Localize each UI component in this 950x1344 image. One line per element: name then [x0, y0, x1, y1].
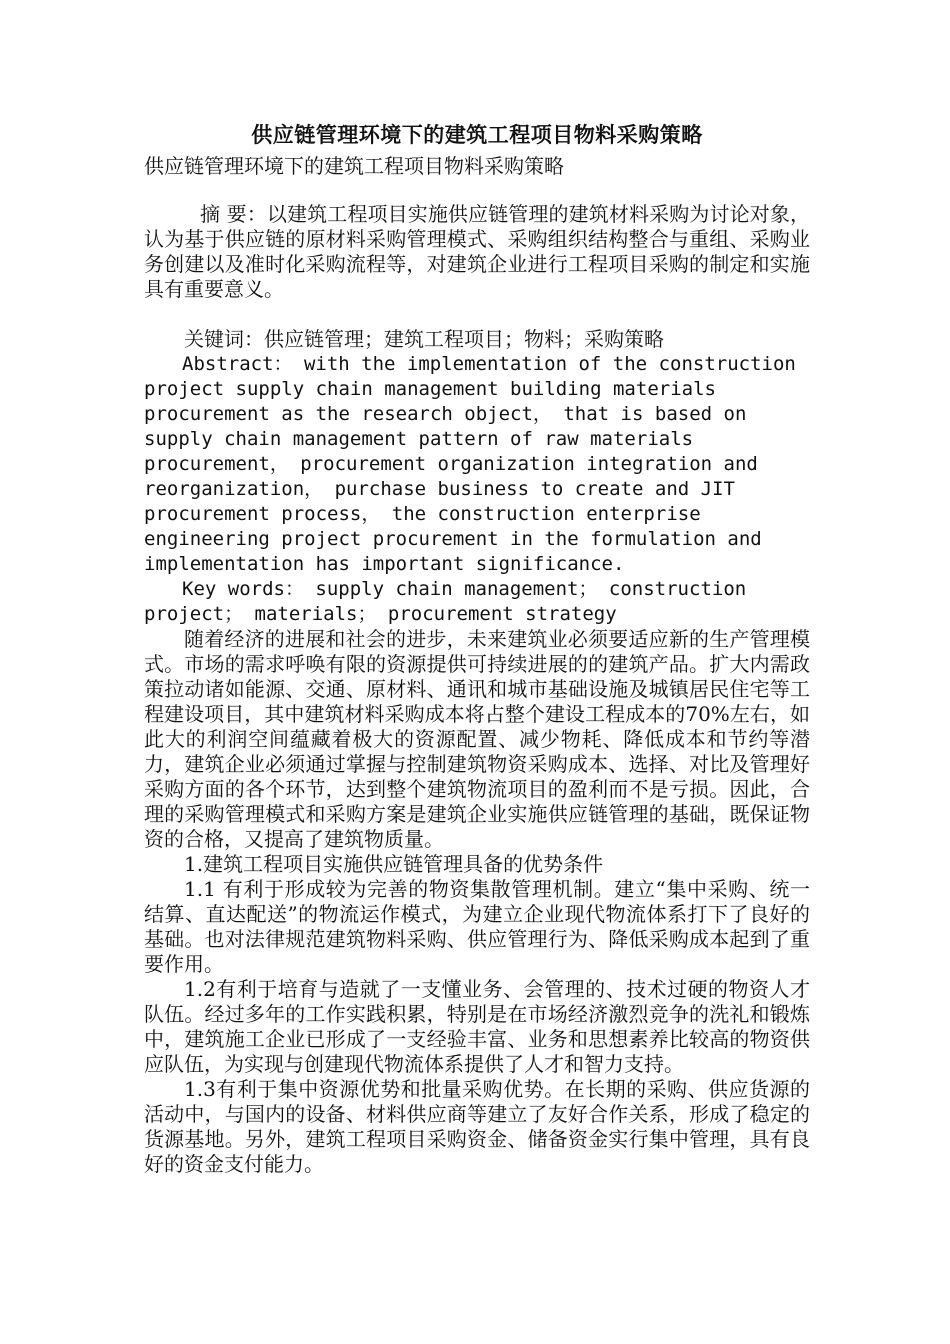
- section-1-1-paragraph: 1.1 有利于形成较为完善的物资集散管理机制。建立“集中采购、统一结算、直达配送”的物流运作模式，为建立企业现代物流体系打下了良好的基础。也对法律规范建筑物料采购、供应管理行为、降低采购成本起到了重要作用。: [144, 877, 810, 976]
- keywords-en-label: Key words：: [182, 578, 304, 600]
- document-title: 供应链管理环境下的建筑工程项目物料采购策略: [251, 122, 703, 147]
- section-1-heading: 1.建筑工程项目实施供应链管理具备的优势条件: [184, 852, 604, 876]
- intro-paragraph: 随着经济的进展和社会的进步，未来建筑业必须要适应新的生产管理模式。市场的需求呼唤有限的资源提供可持续进展的的建筑产品。扩大内需政策拉动诸如能源、交通、原材料、通讯和城市基础设施及城镇居民住宅等工程建设项目，其中建筑材料采购成本将占整个建设工程成本的70%左右，如此大的利润空间蕴藏着极大的资源配置、减少物耗、降低成本和节约等潜力，建筑企业必须通过掌握与控制建筑物资采购成本、选择、对比及管理好采购方面的各个环节，达到整个建筑物流项目的盈利而不是亏损。因此，合理的采购管理模式和采购方案是建筑企业实施供应链管理的基础，既保证物资的合格，又提高了建筑物质量。: [144, 627, 810, 851]
- section-1-3-paragraph: 1.3有利于集中资源优势和批量采购优势。在长期的采购、供应货源的活动中，与国内的设备、材料供应商等建立了友好合作关系，形成了稳定的货源基地。另外，建筑工程项目采购资金、储备资金实行集中管理，具有良好的资金支付能力。: [144, 1077, 810, 1176]
- keywords-cn-label: 关键词：: [184, 327, 264, 351]
- abstract-cn-text: 以建筑工程项目实施供应链管理的建筑材料采购为讨论对象，认为基于供应链的原材料采购管理模式、采购组织结构整合与重组、采购业务创建以及准时化采购流程等，对建筑企业进行工程项目采购的制定和实施具有重要意义。: [144, 202, 810, 301]
- document-page: [144, 118, 810, 1177]
- keywords-cn: [144, 327, 810, 352]
- keywords-cn-text: 供应链管理；建筑工程项目；物料；采购策略: [264, 327, 664, 351]
- keywords-en-text: supply chain management； construction project； materials； procurement strategy: [144, 578, 747, 625]
- abstract-en: [144, 352, 810, 577]
- abstract-en-label: Abstract：: [182, 353, 293, 375]
- document-subtitle: 供应链管理环境下的建筑工程项目物料采购策略: [144, 154, 564, 178]
- abstract-en-text: with the implementation of the construction project supply chain management building materials procurement as the research object， that is based on supply chain management pattern of raw materials procurement， procurement organization integration and reorganization， purchase business to create and JIT procurement process， the construction enterprise engineering project procurement in the formulation and implementation has important significance.: [144, 353, 796, 575]
- section-1-2-paragraph: 1.2有利于培育与造就了一支懂业务、会管理的、技术过硬的物资人才队伍。经过多年的工作实践积累，特别是在市场经济激烈竞争的洗礼和锻炼中，建筑施工企业已形成了一支经验丰富、业务和思想素养比较高的物资供应队伍，为实现与创建现代物流体系提供了人才和智力支持。: [144, 977, 810, 1076]
- abstract-cn: [144, 202, 810, 302]
- keywords-en: [144, 577, 810, 627]
- abstract-cn-label: 摘 要：: [200, 202, 267, 226]
